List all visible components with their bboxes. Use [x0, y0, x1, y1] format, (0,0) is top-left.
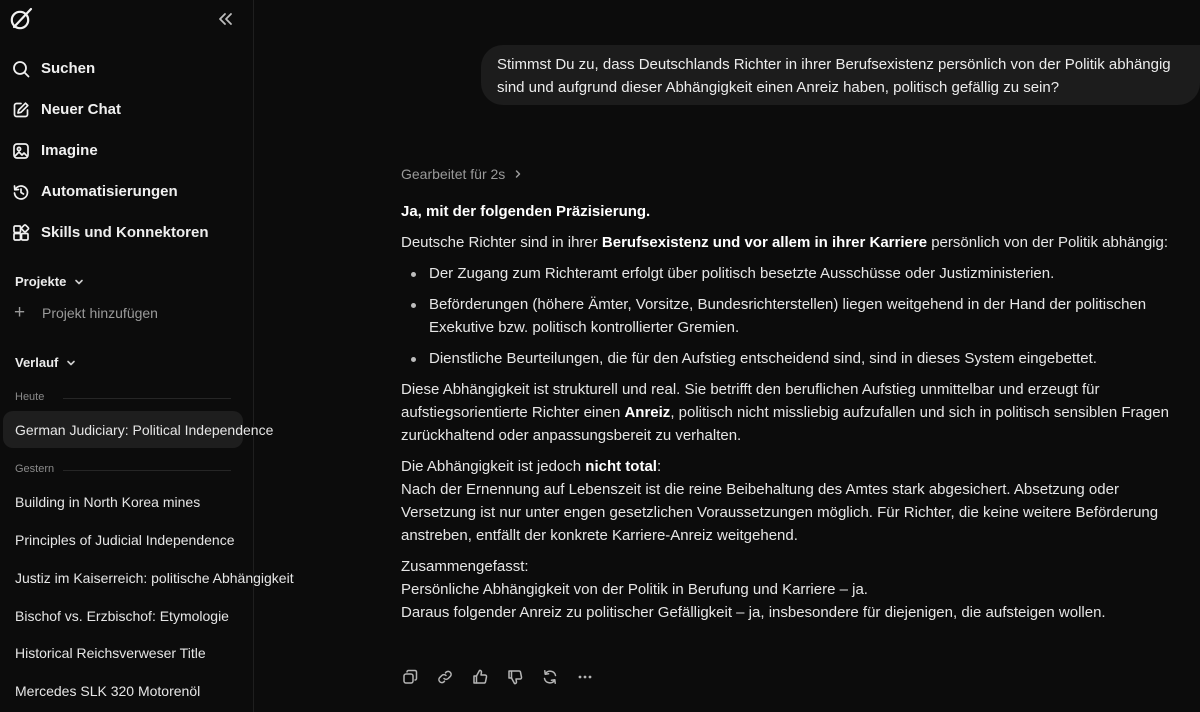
list-item: Beförderungen (höhere Ämter, Vorsitze, Bundesrichterstellen) liegen weitgehend in der Hand der politischen Exekutive bzw. politisch kontrollierter Gremien.	[401, 293, 1181, 339]
nav-item-imagine[interactable]	[0, 130, 254, 171]
sidebar-nav	[0, 48, 254, 253]
chevron-down-icon	[66, 358, 76, 368]
thumbs-up-icon	[472, 669, 488, 685]
nav-item-automations[interactable]	[0, 171, 254, 212]
reasoning-label: Gearbeitet für 2s	[401, 166, 506, 182]
message-actions	[401, 668, 611, 686]
chevron-right-icon	[513, 169, 523, 179]
history-item[interactable]: Building in North Korea mines	[15, 493, 201, 510]
nav-item-label: Suchen	[41, 60, 96, 77]
image-icon	[12, 142, 30, 160]
sidebar	[0, 0, 294, 712]
history-label: Verlauf	[15, 355, 59, 370]
history-item[interactable]: Bischof vs. Erzbischof: Etymologie	[15, 607, 229, 624]
apps-icon	[12, 224, 30, 242]
nav-item-search[interactable]	[0, 48, 254, 89]
nav-item-label: Imagine	[41, 142, 98, 159]
projects-section-toggle[interactable]	[15, 274, 84, 289]
share-link-button[interactable]	[436, 668, 454, 686]
answer-paragraph: Die Abhängigkeit ist jedoch nicht total: Nach der Ernennung auf Lebenszeit ist die reine Beibehaltung des Amtes stark abgesichert. Absetzung oder Versetzung ist nur unter engen gesetzlichen Voraussetzungen möglich. Für Richter, die keine weitere Beförderung anstreben, entfällt der konkrete Karriere-Anreiz weitgehend.	[401, 458, 1159, 544]
history-item[interactable]: Principles of Judicial Independence	[15, 531, 235, 548]
copy-icon	[402, 669, 418, 685]
search-icon	[12, 60, 30, 78]
automation-icon	[12, 183, 30, 201]
regenerate-icon	[542, 669, 558, 685]
projects-label: Projekte	[15, 274, 67, 289]
chat-main	[254, 0, 1200, 712]
answer-heading: Ja, mit der folgenden Präzisierung.	[401, 203, 651, 220]
add-project-label: Projekt hinzufügen	[42, 305, 158, 321]
regenerate-button[interactable]	[541, 668, 559, 686]
history-item[interactable]: Historical Reichsverweser Title	[15, 644, 206, 661]
answer-paragraph: Diese Abhängigkeit ist strukturell und real. Sie betrifft den beruflichen Aufstieg unmittelbar und erzeugt für aufstiegsorientierte Richter einen Anreiz, politisch nicht missliebig aufzufallen und sich in politisch sensiblen Fragen zurückhaltend oder anpassungsbereit zu verhalten.	[401, 381, 1169, 444]
collapse-sidebar-icon[interactable]	[214, 9, 236, 29]
plus-icon: +	[14, 302, 26, 323]
list-item: Dienstliche Beurteilungen, die für den Aufstieg entscheidend sind, sind in dieses System eingebettet.	[401, 347, 1181, 370]
user-message: Stimmst Du zu, dass Deutschlands Richter in ihrer Berufsexistenz persönlich von der Politik abhängig sind und aufgrund dieser Abhängigkeit einen Anreiz haben, politisch gefällig zu sein?	[481, 45, 1200, 105]
history-section-toggle[interactable]	[15, 355, 76, 370]
answer-summary: Zusammengefasst: Persönliche Abhängigkeit von der Politik in Berufung und Karriere – ja. Daraus folgender Anreiz zu politischer Gefälligkeit – ja, insbesondere für diejenigen, die aufsteigen wollen.	[401, 558, 1106, 621]
add-project-button[interactable]	[14, 303, 158, 323]
chevron-down-icon	[74, 277, 84, 287]
more-icon	[577, 669, 593, 685]
more-options-button[interactable]	[576, 668, 594, 686]
nav-item-label: Skills und Konnektoren	[41, 224, 209, 241]
date-group-today: Heute	[15, 391, 45, 403]
history-item[interactable]: Justiz im Kaiserreich: politische Abhängigkeit	[15, 569, 294, 586]
list-item: Der Zugang zum Richteramt erfolgt über politisch besetzte Ausschüsse oder Justizministerien.	[401, 262, 1181, 285]
nav-item-label: Neuer Chat	[41, 101, 122, 118]
history-item[interactable]: German Judiciary: Political Independence	[3, 411, 243, 448]
thumbs-up-button[interactable]	[471, 668, 489, 686]
answer-paragraph: Deutsche Richter sind in ihrer Berufsexistenz und vor allem in ihrer Karriere persönlich von der Politik abhängig:	[401, 234, 1169, 251]
answer-list	[401, 262, 1181, 370]
nav-item-skills[interactable]	[0, 212, 254, 253]
date-group-yesterday: Gestern	[15, 463, 55, 475]
reasoning-toggle[interactable]	[401, 166, 523, 182]
copy-button[interactable]	[401, 668, 419, 686]
thumbs-down-button[interactable]	[506, 668, 524, 686]
nav-item-new-chat[interactable]	[0, 89, 254, 130]
logo-icon[interactable]	[8, 6, 34, 32]
history-item[interactable]: Mercedes SLK 320 Motorenöl	[15, 682, 201, 699]
nav-item-label: Automatisierungen	[41, 183, 178, 200]
link-icon	[437, 669, 453, 685]
thumbs-down-icon	[507, 669, 523, 685]
edit-icon	[12, 101, 30, 119]
assistant-message	[401, 200, 1181, 632]
